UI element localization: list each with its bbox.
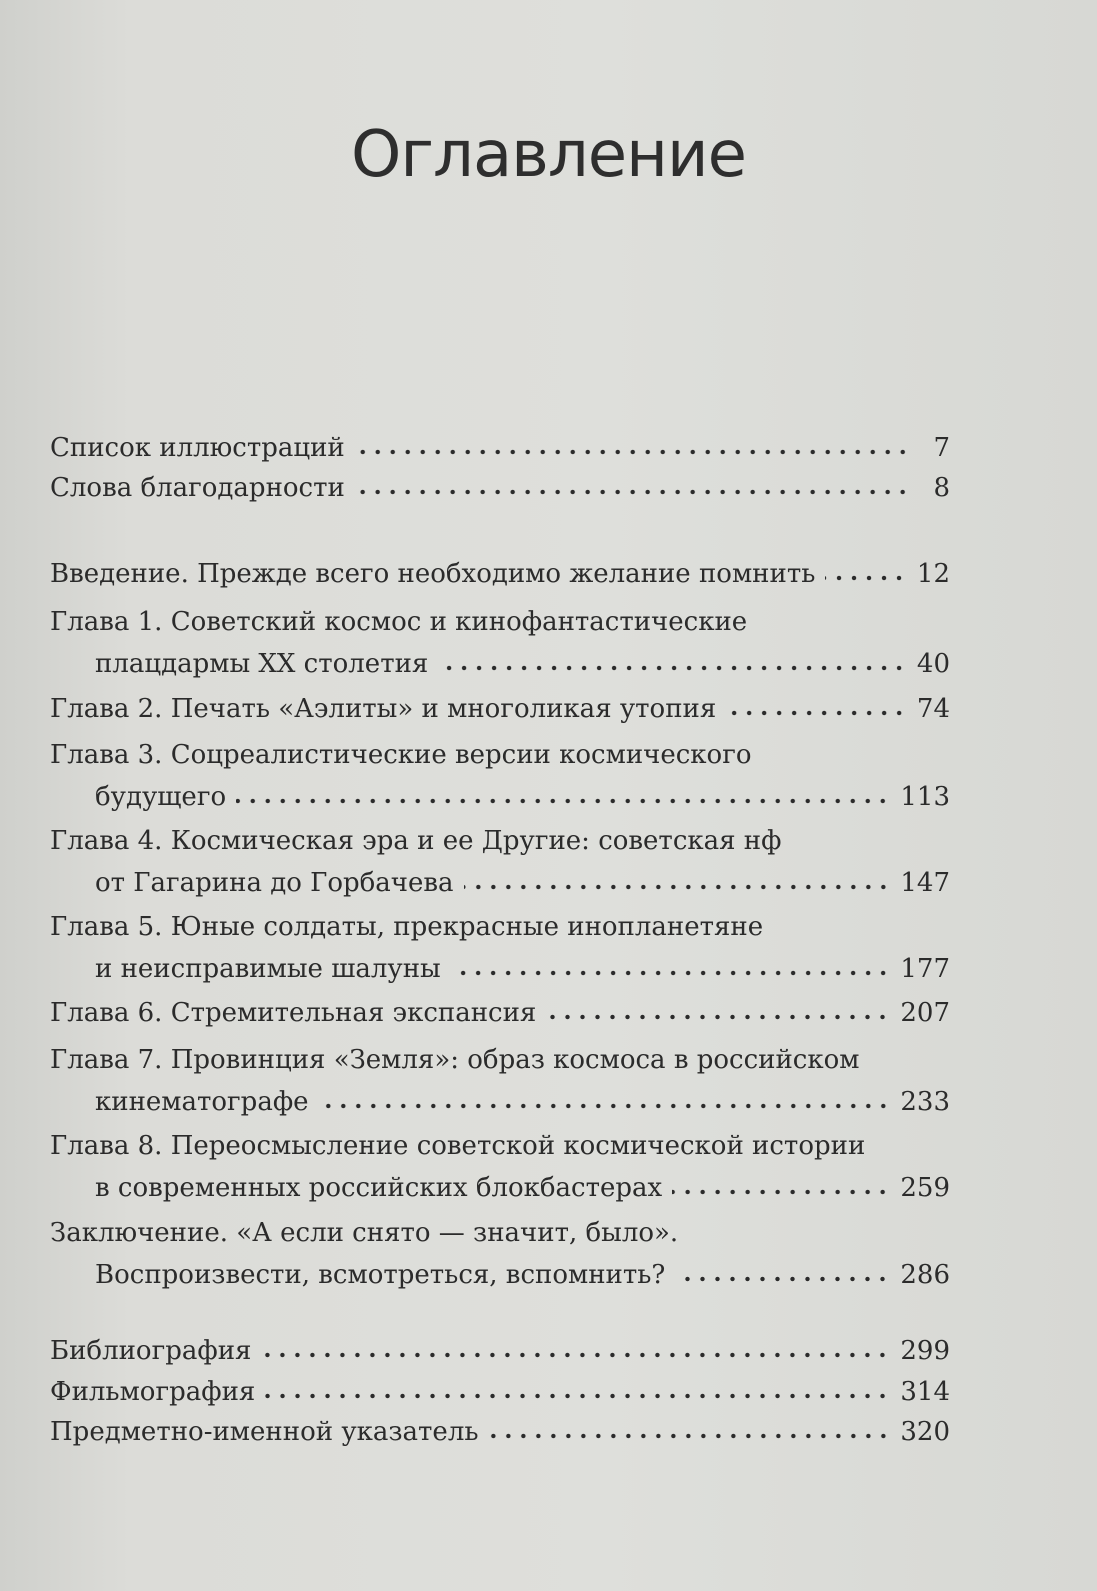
toc-entry-title-continued: от Гагарина до Горбачева — [95, 868, 454, 898]
toc-entry-chapter-7 — [50, 1039, 950, 1123]
toc-entry-index — [50, 1411, 950, 1453]
toc-page-number: 113 — [900, 782, 950, 812]
toc-page-number: 7 — [933, 433, 950, 463]
dot-leader — [726, 710, 907, 716]
toc-page-number: 233 — [900, 1087, 950, 1117]
toc-entry-title: Заключение. «А если снято — значит, было». — [50, 1218, 679, 1248]
toc-page-number: 40 — [916, 649, 950, 679]
toc-entry-introduction — [50, 553, 950, 595]
toc-page-number: 320 — [900, 1417, 950, 1447]
toc-entry-title-continued: будущего — [95, 782, 227, 812]
toc-page-number: 12 — [916, 559, 950, 589]
toc-entry-title: Введение. Прежде всего необходимо желание помнить — [50, 559, 816, 589]
page-title: Оглавление — [351, 118, 746, 192]
toc-entry-acknowledgements — [50, 467, 950, 509]
dot-leader — [546, 1014, 890, 1020]
toc-entry-title: Глава 4. Космическая эра и ее Другие: советская нф — [50, 826, 782, 856]
dot-leader — [675, 1276, 890, 1282]
dot-leader — [438, 665, 907, 671]
toc-entry-title: Глава 3. Соцреалистические версии космического — [50, 740, 752, 770]
toc-page-number: 74 — [916, 694, 950, 724]
dot-leader — [672, 1189, 890, 1195]
toc-page-number: 299 — [900, 1336, 950, 1366]
toc-entry-title: Глава 2. Печать «Аэлиты» и многоликая утопия — [50, 694, 717, 724]
toc-entry-title-continued: Воспроизвести, всмотреться, вспомнить? — [95, 1260, 666, 1290]
toc-entry-title: Список иллюстраций — [50, 433, 345, 463]
toc-entry-bibliography — [50, 1330, 950, 1372]
toc-page-number: 147 — [900, 868, 950, 898]
toc-entry-chapter-4 — [50, 820, 950, 904]
toc-page-number: 8 — [933, 473, 950, 503]
toc-entry-title: Глава 8. Переосмысление советской космической истории — [50, 1131, 866, 1161]
dot-leader — [319, 1103, 891, 1109]
toc-entry-chapter-8 — [50, 1125, 950, 1209]
toc-entry-title: Библиография — [50, 1336, 252, 1366]
toc-entry-title-continued: плацдармы XX столетия — [95, 649, 429, 679]
toc-entry-title: Глава 5. Юные солдаты, прекрасные инопланетяне — [50, 912, 764, 942]
toc-entry-title: Слова благодарности — [50, 473, 345, 503]
toc-entry-chapter-2 — [50, 688, 950, 730]
toc-page-number: 177 — [900, 954, 950, 984]
toc-entry-chapter-3 — [50, 734, 950, 818]
toc-page-number: 314 — [900, 1377, 950, 1407]
toc-entry-conclusion — [50, 1212, 950, 1296]
dot-leader — [355, 449, 910, 455]
dot-leader — [261, 1352, 890, 1358]
toc-page-number: 286 — [900, 1260, 950, 1290]
dot-leader — [489, 1433, 891, 1439]
toc-entry-title: Глава 6. Стремительная экспансия — [50, 998, 537, 1028]
dot-leader — [825, 575, 907, 581]
toc-entry-title-continued: и неисправимые шалуны — [95, 954, 441, 984]
toc-entry-chapter-6 — [50, 992, 950, 1034]
dot-leader — [265, 1393, 890, 1399]
toc-entry-filmography — [50, 1371, 950, 1413]
toc-entry-title-continued: в современных российских блокбастерах — [95, 1173, 663, 1203]
toc-entry-illustrations — [50, 427, 950, 469]
dot-leader — [355, 489, 910, 495]
toc-page-number: 259 — [900, 1173, 950, 1203]
dot-leader — [464, 884, 891, 890]
dot-leader — [451, 970, 891, 976]
toc-entry-title-continued: кинематографе — [95, 1087, 309, 1117]
toc-entry-chapter-5 — [50, 906, 950, 990]
dot-leader — [236, 798, 890, 804]
toc-entry-chapter-1 — [50, 601, 950, 685]
toc-page-number: 207 — [900, 998, 950, 1028]
toc-entry-title: Глава 1. Советский космос и кинофантастические — [50, 607, 748, 637]
toc-entry-title: Фильмография — [50, 1377, 256, 1407]
toc-entry-title: Глава 7. Провинция «Земля»: образ космоса в российском — [50, 1045, 860, 1075]
toc-entry-title: Предметно-именной указатель — [50, 1417, 479, 1447]
